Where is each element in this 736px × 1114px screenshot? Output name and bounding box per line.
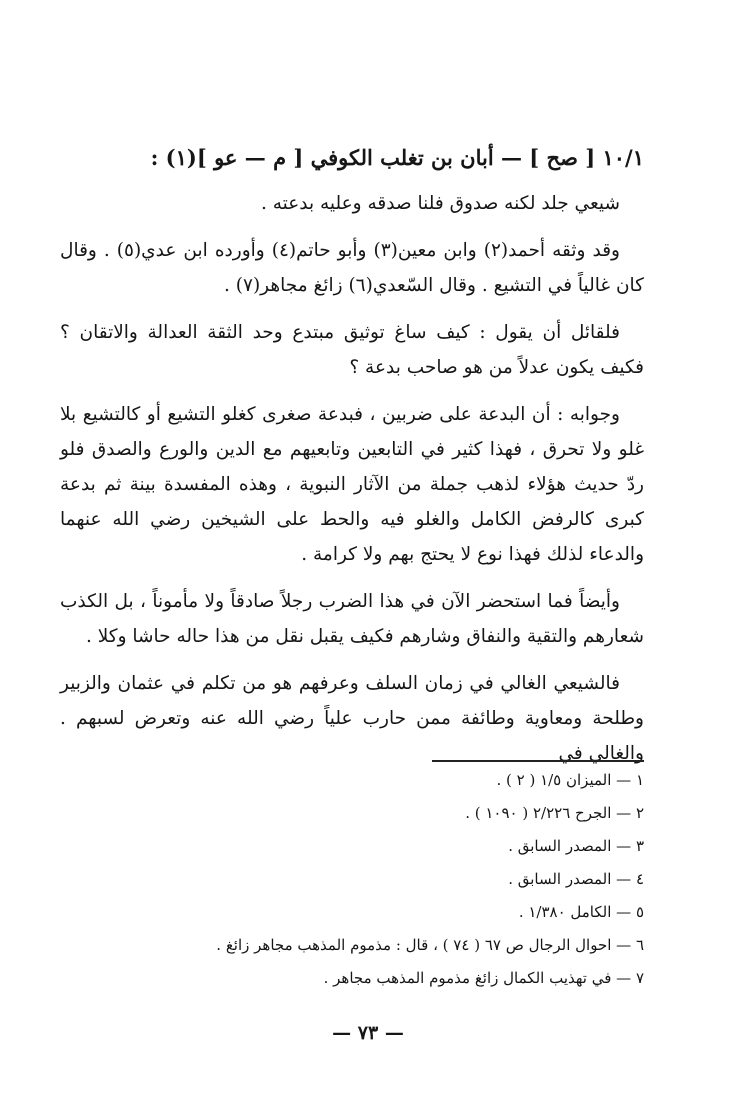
footnote-6: ٦ — احوال الرجال ص ٦٧ ( ٧٤ ) ، قال : مذموم المذهب مجاهر زائغ .	[216, 936, 644, 954]
footnotes	[60, 764, 644, 995]
footnote-separator	[432, 760, 644, 762]
paragraph-1: شيعي جلد لكنه صدوق فلنا صدقه وعليه بدعته .	[260, 193, 620, 214]
page-number: — ٧٣ —	[332, 1022, 404, 1044]
paragraph-6: فالشيعي الغالي في زمان السلف وعرفهم هو من تكلم في عثمان والزبير وطلحة ومعاوية وطائفة ممن حارب علياً رضي الله عنه وتعرض لسبهم . والغالي في	[60, 673, 644, 764]
footnote-2: ٢ — الجرح ٢/٢٢٦ ( ١٠٩٠ ) .	[465, 804, 644, 822]
paragraph-5: وأيضاً فما استحضر الآن في هذا الضرب رجلاً صادقاً ولا مأموناً ، بل الكذب شعارهم والتقية والنفاق وشارهم فكيف يقبل نقل من هذا حاله حاشا وكلا .	[60, 591, 644, 647]
footnote-5: ٥ — الكامل ١/٣٨٠ .	[518, 903, 644, 921]
paragraph-3: فلقائل أن يقول : كيف ساغ توثيق مبتدع وحد الثقة العدالة والاتقان ؟ فكيف يكون عدلاً من هو صاحب بدعة ؟	[60, 322, 644, 378]
footnote-7: ٧ — في تهذيب الكمال زائغ مذموم المذهب مجاهر .	[323, 969, 644, 987]
footnote-3: ٣ — المصدر السابق .	[508, 837, 644, 855]
paragraph-4: وجوابه : أن البدعة على ضربين ، فبدعة صغرى كغلو التشيع أو كالتشيع بلا غلو ولا تحرق ، فهذا كثير في التابعين وتابعيهم مع الدين والورع والصدق فلو ردّ حديث هؤلاء لذهب جملة من الآثار النبوية ، وهذه المفسدة بينة ثم بدعة كبرى كالرفض الكامل والغلو فيه والحط على الشيخين رضي الله عنهما والدعاء لذلك فهذا نوع لا يحتج بهم ولا كرامة .	[60, 404, 644, 565]
main-text	[60, 186, 644, 783]
footnote-4: ٤ — المصدر السابق .	[508, 870, 644, 888]
paragraph-2: وقد وثقه أحمد(٢) وابن معين(٣) وأبو حاتم(٤) وأورده ابن عدي(٥) . وقال كان غالياً في التشيع . وقال السّعدي(٦) زائغ مجاهر(٧) .	[60, 240, 644, 296]
footnote-1: ١ — الميزان ١/٥ ( ٢ ) .	[496, 771, 644, 789]
entry-heading: ١٠/١ [ صح ] — أبان بن تغلب الكوفي [ م — عو ](١) :	[150, 145, 644, 170]
